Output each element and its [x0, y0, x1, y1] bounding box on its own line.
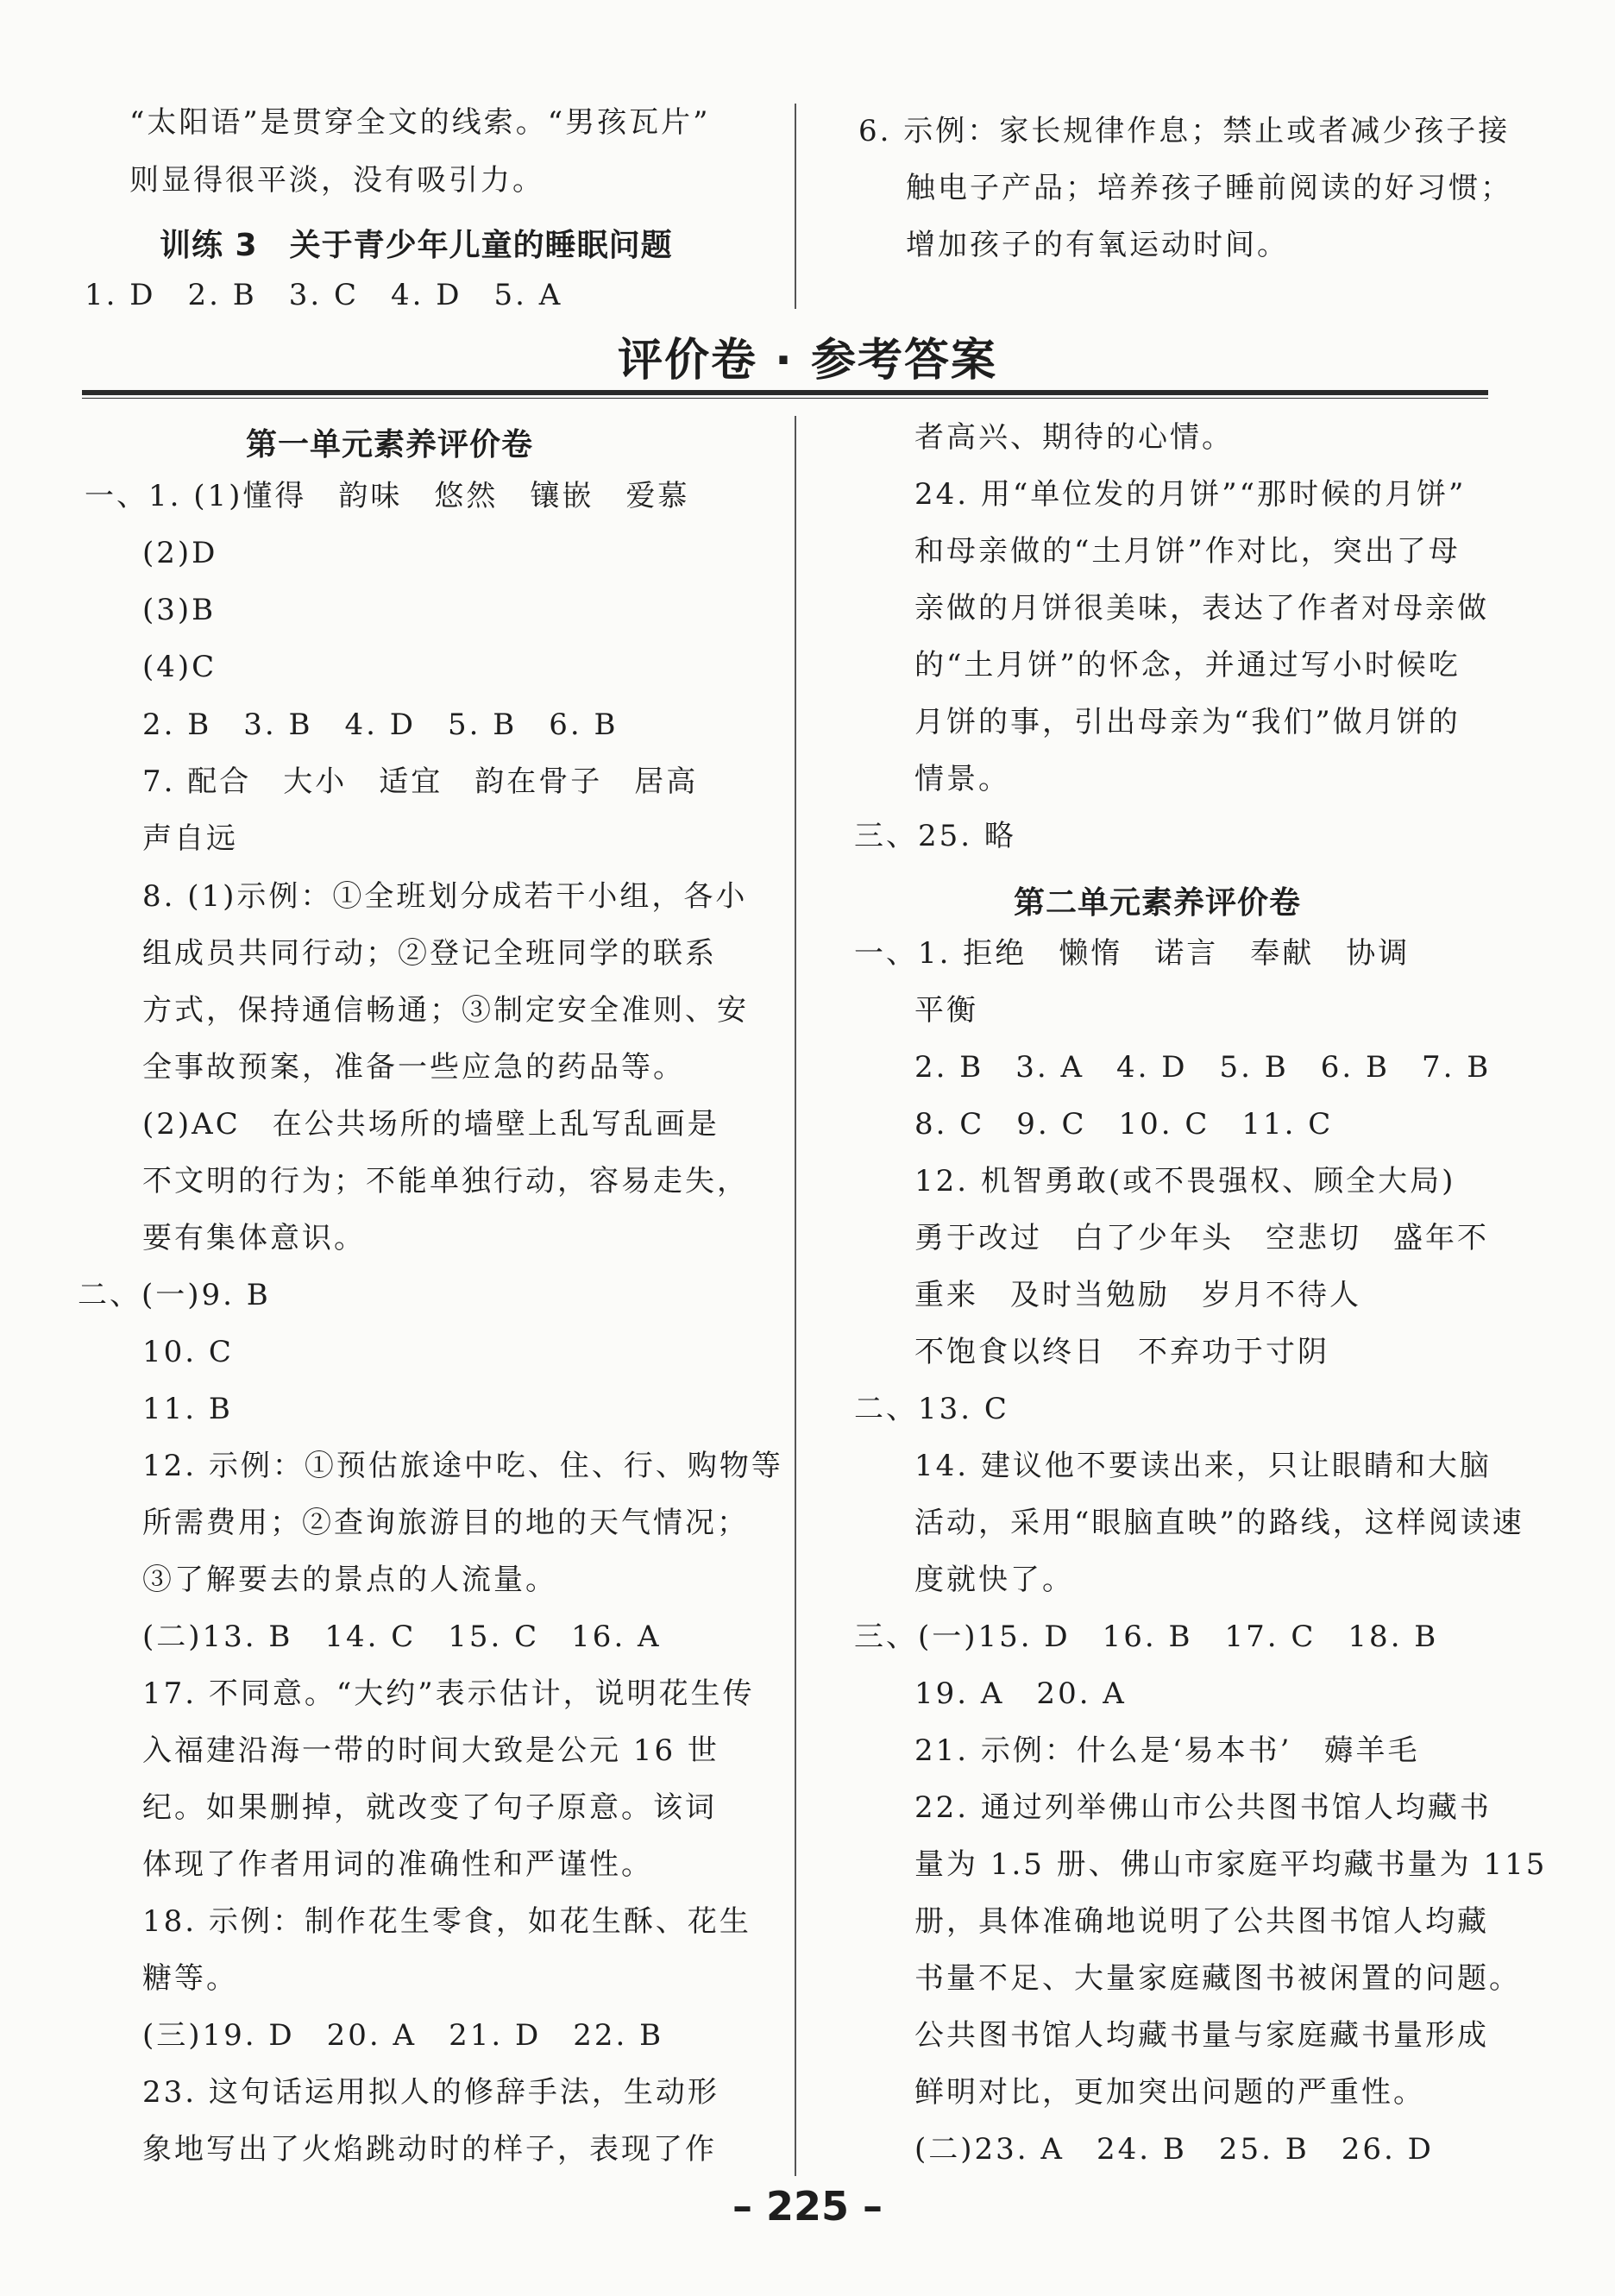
text-line: 19. A 20. A — [914, 1676, 1127, 1711]
text-line: 入福建沿海一带的时间大致是公元 16 世 — [142, 1733, 720, 1768]
page-title: 评价卷 · 参考答案 — [618, 335, 997, 387]
text-line: 重来 及时当勉励 岁月不待人 — [914, 1278, 1361, 1312]
text-line: 的“土月饼”的怀念，并通过写小时候吃 — [914, 648, 1461, 683]
text-line: 度就快了。 — [914, 1563, 1074, 1597]
text-line: 11. B — [142, 1392, 233, 1426]
text-line: 22. 通过列举佛山市公共图书馆人均藏书 — [914, 1790, 1492, 1825]
text-line: 和母亲做的“土月饼”作对比，突出了母 — [914, 534, 1461, 569]
text-line: (三)19. D 20. A 21. D 22. B — [142, 2018, 664, 2053]
text-line: 册，具体准确地说明了公共图书馆人均藏 — [914, 1904, 1489, 1939]
text-line: 勇于改过 白了少年头 空悲切 盛年不 — [914, 1221, 1489, 1255]
text-line: 12. 机智勇敢(或不畏强权、顾全大局) — [914, 1164, 1456, 1198]
text-line: 12. 示例：①预估旅途中吃、住、行、购物等 — [142, 1449, 783, 1483]
text-line: 18. 示例：制作花生零食，如花生酥、花生 — [142, 1904, 751, 1939]
text-line: 二、(一)9. B — [78, 1278, 271, 1312]
text-line: 则显得很平淡，没有吸引力。 — [129, 163, 544, 198]
text-line: 17. 不同意。“大约”表示估计，说明花生传 — [142, 1676, 755, 1711]
text-line: 要有集体意识。 — [142, 1221, 366, 1255]
text-line: (二)23. A 24. B 25. B 26. D — [914, 2132, 1434, 2167]
text-line: (4)C — [142, 650, 217, 684]
column-divider-main — [795, 416, 796, 2176]
text-line: 公共图书馆人均藏书量与家庭藏书量形成 — [914, 2018, 1489, 2053]
text-line: 情景。 — [914, 762, 1010, 796]
text-line: 体现了作者用词的准确性和严谨性。 — [142, 1847, 653, 1882]
text-line: 三、25. 略 — [854, 819, 1016, 853]
text-line: (二)13. B 14. C 15. C 16. A — [142, 1620, 662, 1654]
text-line: 者高兴、期待的心情。 — [914, 420, 1234, 455]
page-number: – 225 – — [732, 2183, 883, 2230]
text-line: 声自远 — [142, 821, 238, 856]
text-line: 所需费用；②查询旅游目的地的天气情况； — [142, 1506, 749, 1540]
text-line: 鲜明对比，更加突出问题的严重性。 — [914, 2075, 1425, 2110]
text-line: 量为 1.5 册、佛山市家庭平均藏书量为 115 — [914, 1847, 1548, 1882]
text-line: 一、1. (1)懂得 韵味 悠然 镶嵌 爱慕 — [85, 479, 690, 513]
column-divider-top — [795, 104, 796, 309]
text-line: 书量不足、大量家庭藏图书被闲置的问题。 — [914, 1961, 1521, 1996]
title-rule-thin — [82, 398, 1488, 399]
text-line: 8. C 9. C 10. C 11. C — [914, 1107, 1334, 1142]
section-heading: 第二单元素养评价卷 — [1014, 885, 1302, 921]
text-line: 23. 这句话运用拟人的修辞手法，生动形 — [142, 2075, 720, 2110]
text-line: 三、(一)15. D 16. B 17. C 18. B — [854, 1620, 1439, 1654]
text-line: 10. C — [142, 1335, 234, 1369]
text-line: 14. 建议他不要读出来，只让眼睛和大脑 — [914, 1449, 1492, 1483]
text-line: “太阳语”是贯穿全文的线索。“男孩瓦片” — [129, 105, 711, 140]
text-line: 6. 示例：家长规律作息；禁止或者减少孩子接 — [858, 114, 1511, 148]
text-line: 月饼的事，引出母亲为“我们”做月饼的 — [914, 705, 1461, 739]
text-line: 活动，采用“眼脑直映”的路线，这样阅读速 — [914, 1506, 1524, 1540]
text-line: 平衡 — [914, 993, 978, 1028]
text-line: 亲做的月饼很美味，表达了作者对母亲做 — [914, 591, 1489, 626]
text-line: ③了解要去的景点的人流量。 — [142, 1563, 557, 1597]
text-line: 触电子产品；培养孩子睡前阅读的好习惯； — [906, 171, 1512, 205]
text-line: 糖等。 — [142, 1961, 238, 1996]
text-line: 增加孩子的有氧运动时间。 — [906, 228, 1289, 262]
text-line: (2)D — [142, 536, 218, 570]
text-line: 2. B 3. B 4. D 5. B 6. B — [142, 708, 619, 742]
text-line: 全事故预案，准备一些应急的药品等。 — [142, 1050, 685, 1085]
text-line: 不文明的行为；不能单独行动，容易走失， — [142, 1164, 749, 1198]
text-line: 一、1. 拒绝 懒惰 诺言 奉献 协调 — [854, 936, 1411, 971]
text-line: 象地写出了火焰跳动时的样子，表现了作 — [142, 2132, 717, 2167]
text-line: 24. 用“单位发的月饼”“那时候的月饼” — [914, 477, 1467, 512]
text-line: 纪。如果删掉，就改变了句子原意。该词 — [142, 1790, 717, 1825]
text-line: 方式，保持通信畅通；③制定安全准则、安 — [142, 993, 749, 1028]
title-rule — [82, 390, 1488, 395]
text-line: 2. B 3. A 4. D 5. B 6. B 7. B — [914, 1050, 1492, 1085]
text-line: (3)B — [142, 593, 217, 627]
section-heading: 第一单元素养评价卷 — [246, 427, 534, 462]
answer-line: 1. D 2. B 3. C 4. D 5. A — [85, 278, 563, 312]
text-line: (2)AC 在公共场所的墙壁上乱写乱画是 — [142, 1107, 720, 1142]
training-heading: 训练 3 关于青少年儿童的睡眠问题 — [160, 228, 673, 263]
text-line: 21. 示例：什么是‘易本书’ 薅羊毛 — [914, 1733, 1420, 1768]
text-line: 不饱食以终日 不弃功于寸阴 — [914, 1335, 1329, 1369]
text-line: 8. (1)示例：①全班划分成若干小组，各小 — [142, 879, 748, 914]
text-line: 7. 配合 大小 适宜 韵在骨子 居高 — [142, 764, 699, 799]
text-line: 二、13. C — [854, 1392, 1009, 1426]
text-line: 组成员共同行动；②登记全班同学的联系 — [142, 936, 717, 971]
